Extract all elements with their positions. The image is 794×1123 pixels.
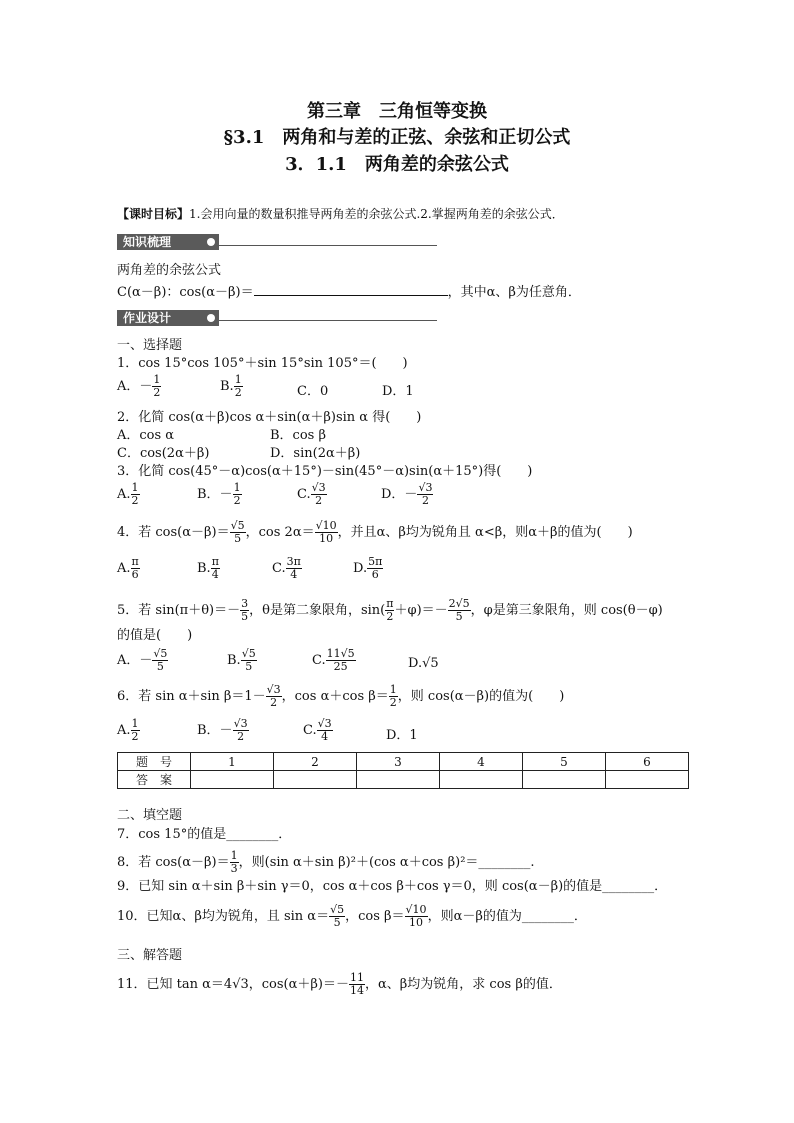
formula-blank[interactable]	[254, 283, 448, 296]
question-number: 3	[357, 753, 440, 771]
q10: 10．已知α、β均为锐角，且 sin α＝ $\frac{√5}{5}$ ，cos β＝ $\frac{√10}{10}$ ，则α－β的值为________．	[117, 903, 587, 929]
fraction: $\frac{1}{2}$	[153, 373, 161, 399]
answer-cell[interactable]	[274, 771, 357, 789]
answer-cell[interactable]	[357, 771, 440, 789]
divider	[219, 245, 437, 246]
q1-option-c: C．0	[297, 384, 329, 399]
q5-stem-line2: 的值是( )	[117, 628, 193, 643]
q4-option-d: D. $\frac{5\pi}{6}$	[353, 555, 383, 581]
fraction: $\frac{√5}{5}$	[330, 903, 345, 929]
subsection-title: 3．1.1 两角差的余弦公式	[285, 154, 509, 175]
fraction: $\frac{11}{14}$	[349, 971, 364, 997]
q7: 7．cos 15°的值是________．	[117, 827, 292, 842]
q8: 8．若 cos(α－β)＝ $\frac{1}{3}$ ，则(sin α＋sin β)²＋(cos α＋cos β)²＝________.	[117, 849, 535, 875]
part1-title: 一、选择题	[117, 338, 183, 353]
homework-bar-label: 作业设计	[123, 311, 172, 325]
question-number: 2	[274, 753, 357, 771]
q6-option-a: A. $\frac{1}{2}$	[117, 717, 139, 743]
objectives	[117, 206, 564, 222]
question-number: 5	[523, 753, 606, 771]
answer-cell[interactable]	[440, 771, 523, 789]
q5-stem: 5．若 sin(π＋θ)＝－ $\frac{3}{5}$ ，θ是第二象限角，sin( $\frac{\pi}{2}$ ＋φ)＝－ $\frac{2√5}{5}$ ，φ是第三象限角，则 cos(θ－φ)	[117, 597, 663, 623]
part3-title: 三、解答题	[117, 948, 183, 963]
q4-stem: 4．若 cos(α－β)＝ $\frac{√5}{5}$ ，cos 2α＝ $\frac{√10}{10}$ ，并且α、β均为锐角且 α<β，则α＋β的值为( )	[117, 519, 633, 545]
row-label: 答 案	[118, 771, 191, 789]
q6-option-c: C. $\frac{√3}{4}$	[303, 717, 332, 743]
knowledge-formula	[117, 283, 581, 301]
q4-option-a: A. $\frac{\pi}{6}$	[117, 555, 139, 581]
q3-option-c: C. $\frac{√3}{2}$	[297, 481, 326, 507]
knowledge-bar-label: 知识梳理	[123, 235, 172, 249]
table-row	[118, 771, 689, 789]
q4-option-c: C. $\frac{3\pi}{4}$	[272, 555, 301, 581]
q11: 11．已知 tan α＝4√3，cos(α＋β)＝－ $\frac{11}{14}$ ，α、β均为锐角，求 cos β的值．	[117, 971, 562, 997]
fraction: $\frac{1}{2}$	[389, 683, 397, 709]
fraction: $\frac{1}{2}$	[131, 481, 139, 507]
fraction: $\frac{\pi}{6}$	[131, 555, 139, 581]
q3-option-d: D．－ $\frac{√3}{2}$	[381, 481, 433, 507]
fraction: $\frac{3}{5}$	[241, 597, 249, 623]
q4-option-b: B. $\frac{\pi}{4}$	[197, 555, 219, 581]
chapter-title: 第三章 三角恒等变换	[307, 101, 487, 122]
question-number: 1	[191, 753, 274, 771]
fraction: $\frac{1}{2}$	[233, 481, 241, 507]
fraction: $\frac{√3}{4}$	[317, 717, 332, 743]
part2-title: 二、填空题	[117, 808, 183, 823]
q6-stem: 6．若 sin α＋sin β＝1－ $\frac{√3}{2}$ ，cos α＋cos β＝ $\frac{1}{2}$ ，则 cos(α－β)的值为( )	[117, 683, 565, 709]
bullet-icon	[207, 238, 215, 246]
fraction: $\frac{1}{2}$	[234, 373, 242, 399]
question-number: 4	[440, 753, 523, 771]
section-title: §3.1 两角和与差的正弦、余弦和正切公式	[223, 127, 571, 148]
formula-prefix: C(α－β)：cos(α－β)＝	[117, 285, 254, 300]
fraction: $\frac{\pi}{2}$	[386, 597, 394, 623]
fraction: $\frac{√10}{10}$	[405, 903, 427, 929]
fraction: $\frac{1}{3}$	[230, 849, 238, 875]
q5-option-a: A．－ $\frac{√5}{5}$	[117, 647, 168, 673]
homework-bar	[117, 310, 219, 326]
q3-stem: 3．化简 cos(45°－α)cos(α＋15°)－sin(45°－α)sin(α＋15°)得( )	[117, 464, 533, 479]
answer-cell[interactable]	[523, 771, 606, 789]
q2-option-d: D．sin(2α＋β)	[270, 446, 361, 461]
q3-option-a: A. $\frac{1}{2}$	[117, 481, 139, 507]
fraction: $\frac{1}{2}$	[131, 717, 139, 743]
fraction: $\frac{3\pi}{4}$	[286, 555, 301, 581]
bullet-icon	[207, 314, 215, 322]
fraction: $\frac{√3}{2}$	[266, 683, 281, 709]
q9: 9．已知 sin α＋sin β＋sin γ＝0，cos α＋cos β＋cos γ＝0，则 cos(α－β)的值是________．	[117, 879, 668, 894]
q2-option-a: A．cos α	[117, 428, 175, 443]
fraction: $\frac{√10}{10}$	[315, 519, 337, 545]
q2-option-c: C．cos(2α＋β)	[117, 446, 210, 461]
knowledge-bar	[117, 234, 219, 250]
formula-suffix: ，其中α、β为任意角．	[447, 285, 581, 300]
q1-stem: 1．cos 15°cos 105°＋sin 15°sin 105°＝( )	[117, 356, 408, 371]
question-number: 6	[606, 753, 689, 771]
divider	[219, 320, 437, 321]
table-row	[118, 753, 689, 771]
q1-option-d: D．1	[382, 384, 414, 399]
fraction: $\frac{√3}{2}$	[418, 481, 433, 507]
row-label: 题 号	[118, 753, 191, 771]
fraction: $\frac{√3}{2}$	[311, 481, 326, 507]
q5-option-d: D.√5	[408, 656, 439, 671]
q3-option-b: B．－ $\frac{1}{2}$	[197, 481, 241, 507]
q6-option-b: B．－ $\frac{√3}{2}$	[197, 717, 248, 743]
fraction: $\frac{√3}{2}$	[233, 717, 248, 743]
answer-cell[interactable]	[191, 771, 274, 789]
q5-option-c: C. $\frac{11√5}{25}$	[312, 647, 355, 673]
objectives-label: 【课时目标】	[117, 207, 190, 221]
fraction: $\frac{√5}{5}$	[230, 519, 245, 545]
answer-table	[117, 752, 689, 789]
knowledge-heading: 两角差的余弦公式	[117, 263, 222, 278]
q1-option-b: B. $\frac{1}{2}$	[220, 373, 242, 399]
fraction: $\frac{11√5}{25}$	[326, 647, 355, 673]
objectives-text: 1.会用向量的数量积推导两角差的余弦公式.2.掌握两角差的余弦公式．	[189, 207, 564, 221]
q5-option-b: B. $\frac{√5}{5}$	[227, 647, 256, 673]
q2-option-b: B．cos β	[270, 428, 326, 443]
q6-option-d: D．1	[386, 728, 418, 743]
fraction: $\frac{√5}{5}$	[153, 647, 168, 673]
fraction: $\frac{2√5}{5}$	[448, 597, 470, 623]
fraction: $\frac{5\pi}{6}$	[368, 555, 383, 581]
answer-cell[interactable]	[606, 771, 689, 789]
fraction: $\frac{\pi}{4}$	[211, 555, 219, 581]
fraction: $\frac{√5}{5}$	[241, 647, 256, 673]
q1-option-a: A．－ $\frac{1}{2}$	[117, 373, 161, 399]
q2-stem: 2．化简 cos(α＋β)cos α＋sin(α＋β)sin α 得( )	[117, 410, 422, 425]
